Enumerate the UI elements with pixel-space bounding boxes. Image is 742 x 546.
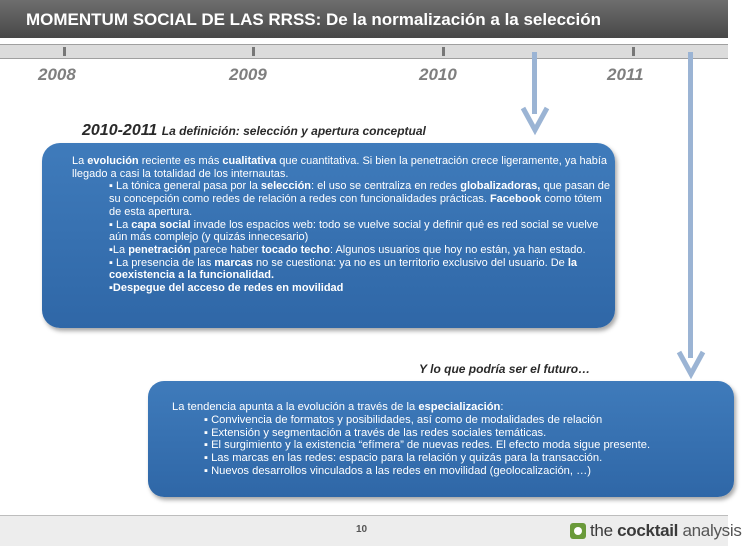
- timeline-tick: [63, 47, 66, 56]
- year-label: 2009: [229, 65, 267, 84]
- timeline-tick: [252, 47, 255, 56]
- down-arrow-icon: [522, 52, 548, 132]
- emphasis-text: marcas: [214, 256, 253, 269]
- list-item: [72, 219, 617, 244]
- body-text: ▪ La presencia de las: [109, 256, 215, 269]
- section-description: La definición: selección y apertura conceptual: [161, 124, 426, 138]
- logo-brand: cocktail: [617, 521, 679, 540]
- future-intro: [172, 401, 712, 414]
- definition-intro: [72, 155, 617, 180]
- emphasis-text: la coexistencia a la funcionalidad.: [109, 256, 578, 282]
- list-item: [72, 244, 617, 257]
- body-text: parece haber: [190, 243, 262, 256]
- emphasis-text: tocado techo: [261, 243, 330, 256]
- body-text: ▪ La tónica general pasa por la: [109, 180, 261, 193]
- body-text: no se cuestiona: ya no es un territorio exclusivo del usuario. De: [252, 256, 568, 269]
- emphasis-text: Facebook: [489, 193, 542, 206]
- body-text: La: [72, 155, 88, 167]
- future-heading: Y lo que podría ser el futuro…: [419, 362, 591, 376]
- emphasis-text: cualitativa: [222, 155, 277, 167]
- list-item: ▪ Convivencia de formatos y posibilidades, así como de modalidades de relación: [204, 413, 603, 426]
- emphasis-text: selección: [260, 180, 312, 193]
- body-text: :: [500, 401, 504, 413]
- body-text: ▪La: [109, 243, 129, 256]
- list-item: [72, 282, 617, 295]
- body-text: como tótem de esta apertura.: [109, 193, 602, 218]
- down-arrow-icon: [678, 52, 704, 376]
- year-label: 2008: [38, 65, 76, 84]
- timeline-tick: [442, 47, 445, 56]
- list-item: ▪ El surgimiento y la existencia “efímera” de nuevas redes. El efecto moda sigue presente.: [204, 439, 651, 452]
- year-label: 2011: [607, 65, 644, 84]
- future-text: [172, 401, 712, 478]
- emphasis-text: ▪Despegue del acceso de redes en movilidad: [109, 282, 344, 295]
- timeline-bar: [0, 44, 728, 59]
- title-bar: [0, 0, 728, 38]
- section-year: 2010-2011: [82, 122, 158, 139]
- timeline-tick: [632, 47, 635, 56]
- list-item: [72, 257, 617, 282]
- body-text: ▪ La: [109, 218, 132, 231]
- list-item: ▪ Las marcas en las redes: espacio para la relación y quizás para la transacción.: [204, 452, 603, 465]
- list-item: [72, 180, 617, 218]
- page-title: MOMENTUM SOCIAL DE LAS RRSS: De la normalización a la selección: [26, 10, 601, 29]
- body-text: : Algunos usuarios que hoy no están, ya han estado.: [329, 243, 586, 256]
- page-number: 10: [356, 524, 368, 535]
- emphasis-text: penetración: [128, 243, 191, 256]
- list-item: ▪ Nuevos desarrollos vinculados a las redes en movilidad (geolocalización, …): [204, 464, 592, 477]
- body-text: reciente es más: [138, 155, 223, 167]
- logo-the: the: [590, 521, 618, 540]
- body-text: invade los espacios web: todo se vuelve social y definir qué es red social se vuelve aún más complejo (y quizás innecesario): [109, 218, 599, 244]
- cocktail-logo-icon: [570, 523, 586, 539]
- body-text: La tendencia apunta a la evolución a través de la: [172, 401, 419, 413]
- year-label: 2010: [419, 65, 457, 84]
- body-text: que cuantitativa. Si bien la penetración crece ligeramente, ya había llegado a casi la totalidad de los internautas.: [72, 155, 608, 180]
- logo-suffix: analysis: [678, 521, 742, 540]
- list-item: ▪ Extensión y segmentación a través de las redes sociales temáticas.: [204, 426, 547, 439]
- emphasis-text: capa social: [131, 218, 191, 231]
- definition-text: [72, 155, 617, 295]
- body-text: que pasan de su concepción como redes de relación a redes con funcionalidades prácticas.: [109, 180, 611, 206]
- emphasis-text: evolución: [87, 155, 139, 167]
- emphasis-text: especialización: [418, 401, 501, 413]
- emphasis-text: globalizadoras,: [460, 180, 541, 193]
- body-text: : el uso se centraliza en redes: [311, 180, 461, 193]
- section-heading: [82, 122, 426, 140]
- brand-logo: [570, 520, 742, 542]
